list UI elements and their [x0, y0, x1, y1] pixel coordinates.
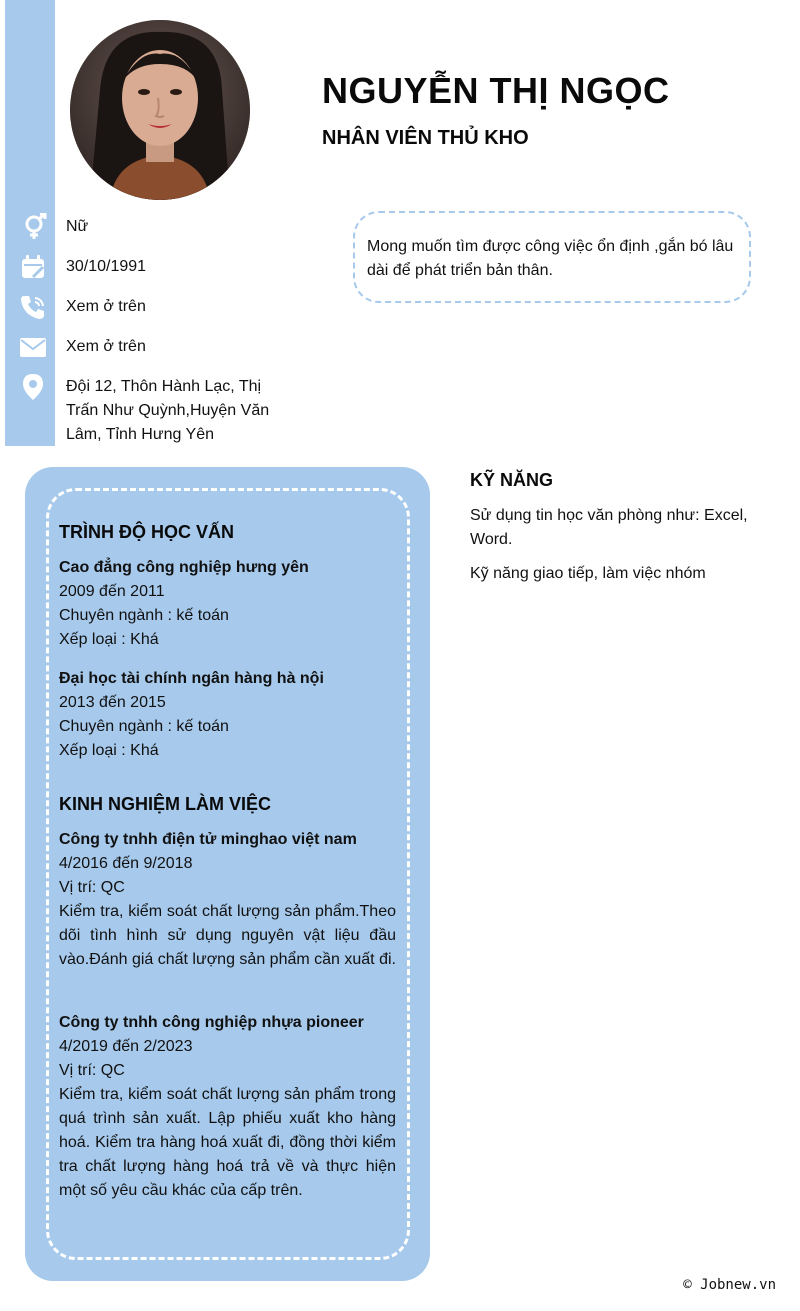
position: Vị trí: QC: [59, 879, 125, 896]
gender-icon: [17, 211, 49, 243]
major: Chuyên ngành : kế toán: [59, 718, 229, 735]
career-objective: [353, 211, 751, 303]
candidate-name: NGUYỄN THỊ NGỌC: [322, 70, 670, 111]
study-period: 2013 đến 2015: [59, 694, 166, 711]
experience-item: [59, 828, 396, 972]
profile-photo: [70, 20, 250, 200]
work-period: 4/2019 đến 2/2023: [59, 1038, 193, 1055]
contact-birthdate: 30/10/1991: [66, 258, 147, 275]
position: Vị trí: QC: [59, 1062, 125, 1079]
contact-address: Đội 12, Thôn Hành Lạc, Thị Trấn Như Quỳnh,Huyện Văn Lâm, Tỉnh Hưng Yên: [66, 378, 270, 443]
education-item: [59, 667, 396, 763]
company-name: Công ty tnhh công nghiệp nhựa pioneer: [59, 1014, 364, 1031]
education-item: [59, 556, 396, 652]
experience-item: [59, 1011, 396, 1203]
location-icon: [17, 371, 49, 403]
company-name: Công ty tnhh điện tử minghao việt nam: [59, 831, 357, 848]
career-objective-text: Mong muốn tìm được công việc ổn định ,gắn bó lâu dài để phát triển bản thân.: [367, 238, 734, 279]
contact-email: Xem ở trên: [66, 338, 146, 355]
major: Chuyên ngành : kế toán: [59, 607, 229, 624]
job-description: Kiểm tra, kiểm soát chất lượng sản phẩm.Theo dõi tình hình sử dụng nguyên vật liệu đầu vào.Đánh giá chất lượng sản phẩm cần xuất đi.: [59, 903, 396, 968]
study-period: 2009 đến 2011: [59, 583, 165, 600]
grade: Xếp loại : Khá: [59, 742, 159, 759]
contact-gender: Nữ: [66, 218, 89, 235]
job-description: Kiểm tra, kiểm soát chất lượng sản phẩm trong quá trình sản xuất. Lập phiếu xuất kho hàng hoá. Kiểm tra hàng hoá xuất đi, đồng thời kiểm tra chất lượng hàng hoá trả về và thực hiện một số yêu cầu khác của cấp trên.: [59, 1086, 396, 1199]
email-icon: [17, 331, 49, 363]
skill-item: Sử dụng tin học văn phòng như: Excel, Word.: [470, 507, 748, 548]
work-period: 4/2016 đến 9/2018: [59, 855, 193, 872]
calendar-icon: [17, 251, 49, 283]
experience-title: KINH NGHIỆM LÀM VIỆC: [59, 794, 272, 814]
grade: Xếp loại : Khá: [59, 631, 159, 648]
contact-phone: Xem ở trên: [66, 298, 146, 315]
education-title: TRÌNH ĐỘ HỌC VẤN: [59, 522, 234, 542]
skills-title: KỸ NĂNG: [470, 470, 554, 490]
phone-icon: [17, 291, 49, 323]
skill-item: Kỹ năng giao tiếp, làm việc nhóm: [470, 565, 706, 582]
footer-credit: © Jobnew.vn: [683, 1277, 776, 1293]
school-name: Cao đẳng công nghiệp hưng yên: [59, 559, 309, 576]
job-title: NHÂN VIÊN THỦ KHO: [322, 127, 529, 149]
school-name: Đại học tài chính ngân hàng hà nội: [59, 670, 324, 687]
